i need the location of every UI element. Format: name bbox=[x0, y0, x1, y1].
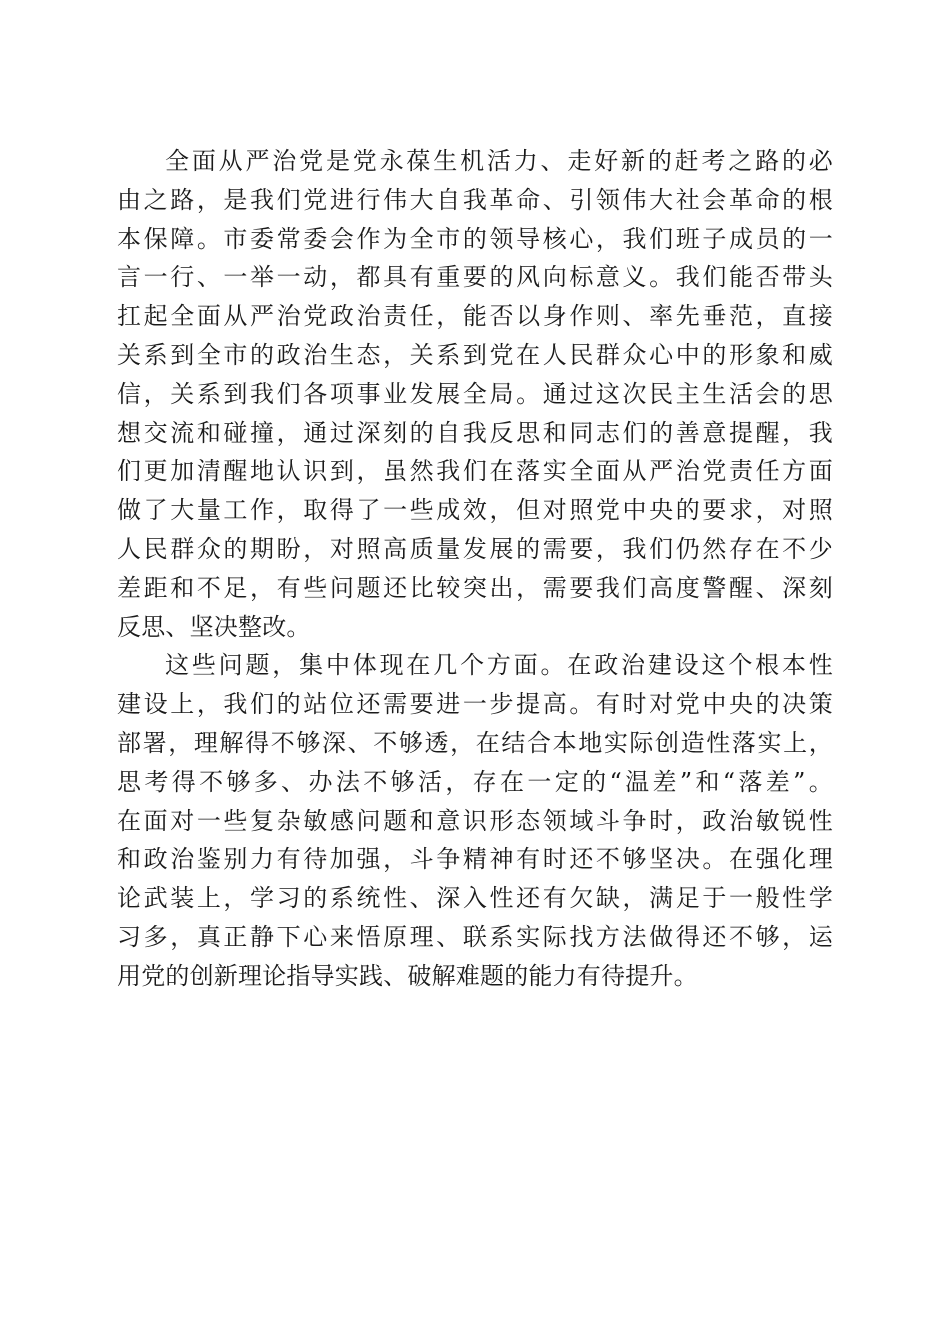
paragraph-line: 本保障。市委常委会作为全市的领导核心，我们班子成员的一 bbox=[117, 224, 833, 253]
paragraph-line: 们更加清醒地认识到，虽然我们在落实全面从严治党责任方面 bbox=[117, 457, 833, 486]
document-body bbox=[117, 142, 833, 996]
paragraph-line: 做了大量工作，取得了一些成效，但对照党中央的要求，对照 bbox=[117, 496, 833, 525]
paragraph-line: 在面对一些复杂敏感问题和意识形态领域斗争时，政治敏锐性 bbox=[117, 806, 833, 835]
paragraph-line: 差距和不足，有些问题还比较突出，需要我们高度警醒、深刻 bbox=[117, 573, 833, 602]
paragraph-line: 思考得不够多、办法不够活，存在一定的“温差”和“落差”。 bbox=[117, 767, 833, 796]
paragraph-line: 习多，真正静下心来悟原理、联系实际找方法做得还不够，运 bbox=[117, 922, 833, 951]
paragraph-line: 用党的创新理论指导实践、破解难题的能力有待提升。 bbox=[117, 961, 698, 990]
paragraph-1 bbox=[117, 142, 833, 646]
paragraph-line: 关系到全市的政治生态，关系到党在人民群众心中的形象和威 bbox=[117, 340, 833, 369]
paragraph-line: 论武装上，学习的系统性、深入性还有欠缺，满足于一般性学 bbox=[117, 884, 833, 913]
paragraph-line: 扛起全面从严治党政治责任，能否以身作则、率先垂范，直接 bbox=[117, 302, 833, 331]
paragraph-line: 反思、坚决整改。 bbox=[117, 612, 311, 641]
paragraph-line: 言一行、一举一动，都具有重要的风向标意义。我们能否带头 bbox=[117, 263, 833, 292]
paragraph-line: 和政治鉴别力有待加强，斗争精神有时还不够坚决。在强化理 bbox=[117, 845, 833, 874]
paragraph-line: 人民群众的期盼，对照高质量发展的需要，我们仍然存在不少 bbox=[117, 534, 833, 563]
paragraph-line: 这些问题，集中体现在几个方面。在政治建设这个根本性 bbox=[165, 651, 833, 680]
paragraph-line: 部署，理解得不够深、不够透，在结合本地实际创造性落实上， bbox=[117, 728, 833, 757]
paragraph-line: 全面从严治党是党永葆生机活力、走好新的赶考之路的必 bbox=[165, 147, 833, 175]
paragraph-line: 由之路，是我们党进行伟大自我革命、引领伟大社会革命的根 bbox=[117, 185, 833, 214]
paragraph-line: 想交流和碰撞，通过深刻的自我反思和同志们的善意提醒，我 bbox=[117, 418, 833, 447]
paragraph-2 bbox=[117, 646, 833, 995]
paragraph-line: 信，关系到我们各项事业发展全局。通过这次民主生活会的思 bbox=[117, 379, 833, 408]
paragraph-line: 建设上，我们的站位还需要进一步提高。有时对党中央的决策 bbox=[117, 690, 833, 719]
